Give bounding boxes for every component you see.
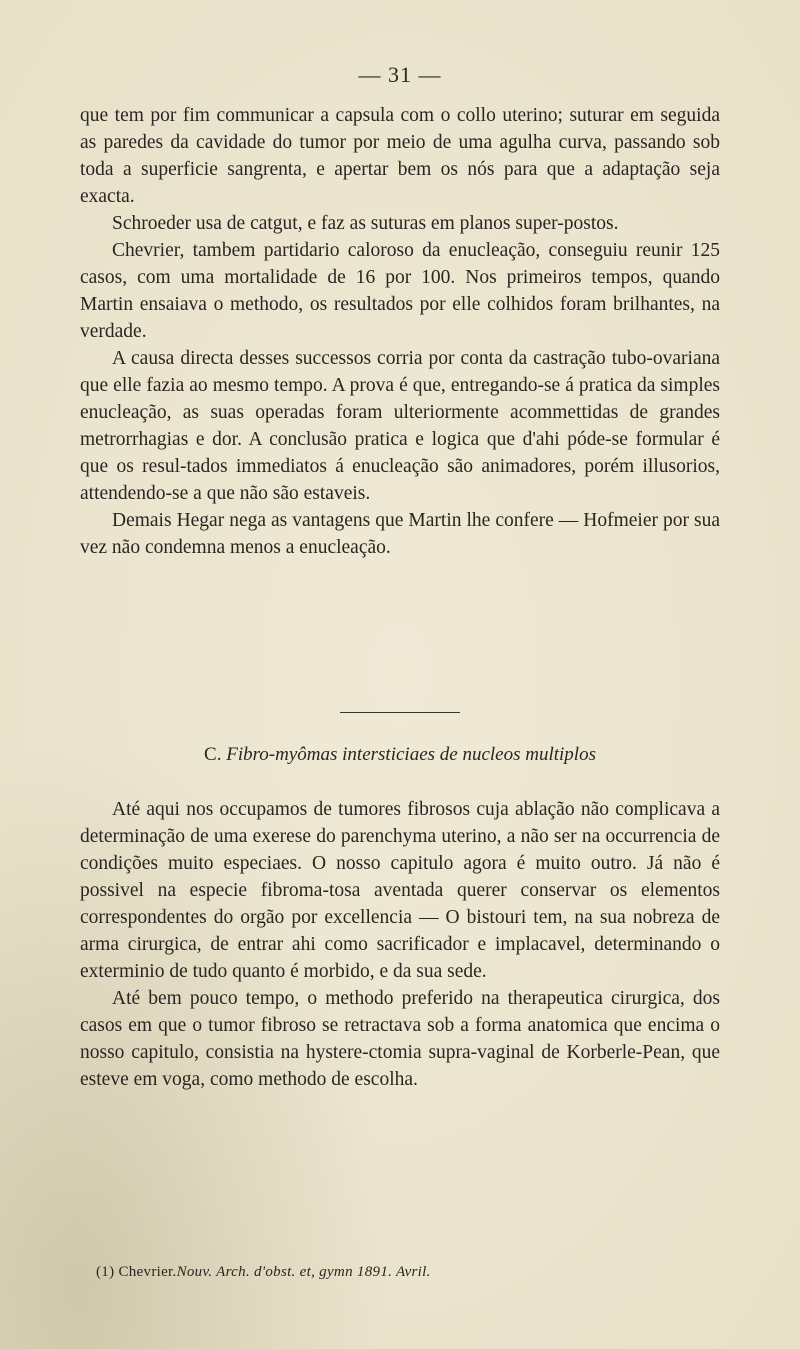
paragraph-causa-directa: A causa directa desses successos corria por conta da castração tubo-ovariana que elle fazia ao mesmo tempo. A prova é que, entregando-se á pratica da simples enucleação, as suas operadas foram ulteriormente acommettidas de grandes metrorrhagias e dor. A conclusão pratica e logica que d'ahi póde-se formular é que os resul-tados immediatos á enucleação são animadores, porém illusorios, attendendo-se a que não são estaveis. [80,348,720,504]
footnote-author: Chevrier. [118,1264,177,1280]
paragraph-continuation: que tem por fim communicar a capsula com o collo uterino; suturar em seguida as paredes da cavidade do tumor por meio de uma agulha curva, passando sob toda a superficie sangrenta, e apertar bem os nós para que a adaptação seja exacta. [80,105,720,207]
footnote-citation: Nouv. Arch. d'obst. et, gymn 1891. Avril. [176,1264,431,1280]
paragraph-schroeder: Schroeder usa de catgut, e faz as suturas em planos super-postos. [112,213,619,234]
page-number: — 31 — [358,62,442,87]
footnote-number: (1) [96,1264,115,1280]
section-divider [340,712,460,713]
section-letter: C. [204,744,222,765]
top-text-block [80,102,720,561]
paragraph-hegar: Demais Hegar nega as vantagens que Martin lhe confere — Hofmeier por sua vez não condemna menos a enucleação. [80,510,720,558]
section-title: Fibro-myômas intersticiaes de nucleos multiplos [226,744,596,765]
paragraph-ate-bem-pouco: Até bem pouco tempo, o methodo preferido na therapeutica cirurgica, dos casos em que o tumor fibroso se retractava sob a forma anatomica que encima o nosso capitulo, consistia na hystere-ctomia supra-vaginal de Korberle-Pean, que esteve em voga, como methodo de escolha. [80,988,720,1090]
paragraph-ate-aqui: Até aqui nos occupamos de tumores fibrosos cuja ablação não complicava a determinação de uma exerese do parenchyma uterino, a não ser na occurrencia de condições muito especiaes. O nosso capitulo agora é muito outro. Já não é possivel na especie fibroma-tosa aventada querer conservar os elementos correspondentes do orgão por excellencia — O bistouri tem, na sua nobreza de arma cirurgica, de entrar ahi como sacrificador e implacavel, determinando o exterminio de tudo quanto é morbido, e da sua sede. [80,799,720,982]
paragraph-chevrier: Chevrier, tambem partidario caloroso da enucleação, conseguiu reunir 125 casos, com uma mortalidade de 16 por 100. Nos primeiros tempos, quando Martin ensaiava o methodo, os resultados por elle colhidos foram brilhantes, na verdade. [80,240,720,342]
bottom-text-block [80,796,720,1093]
footnote [96,1264,431,1281]
section-heading [0,744,800,766]
